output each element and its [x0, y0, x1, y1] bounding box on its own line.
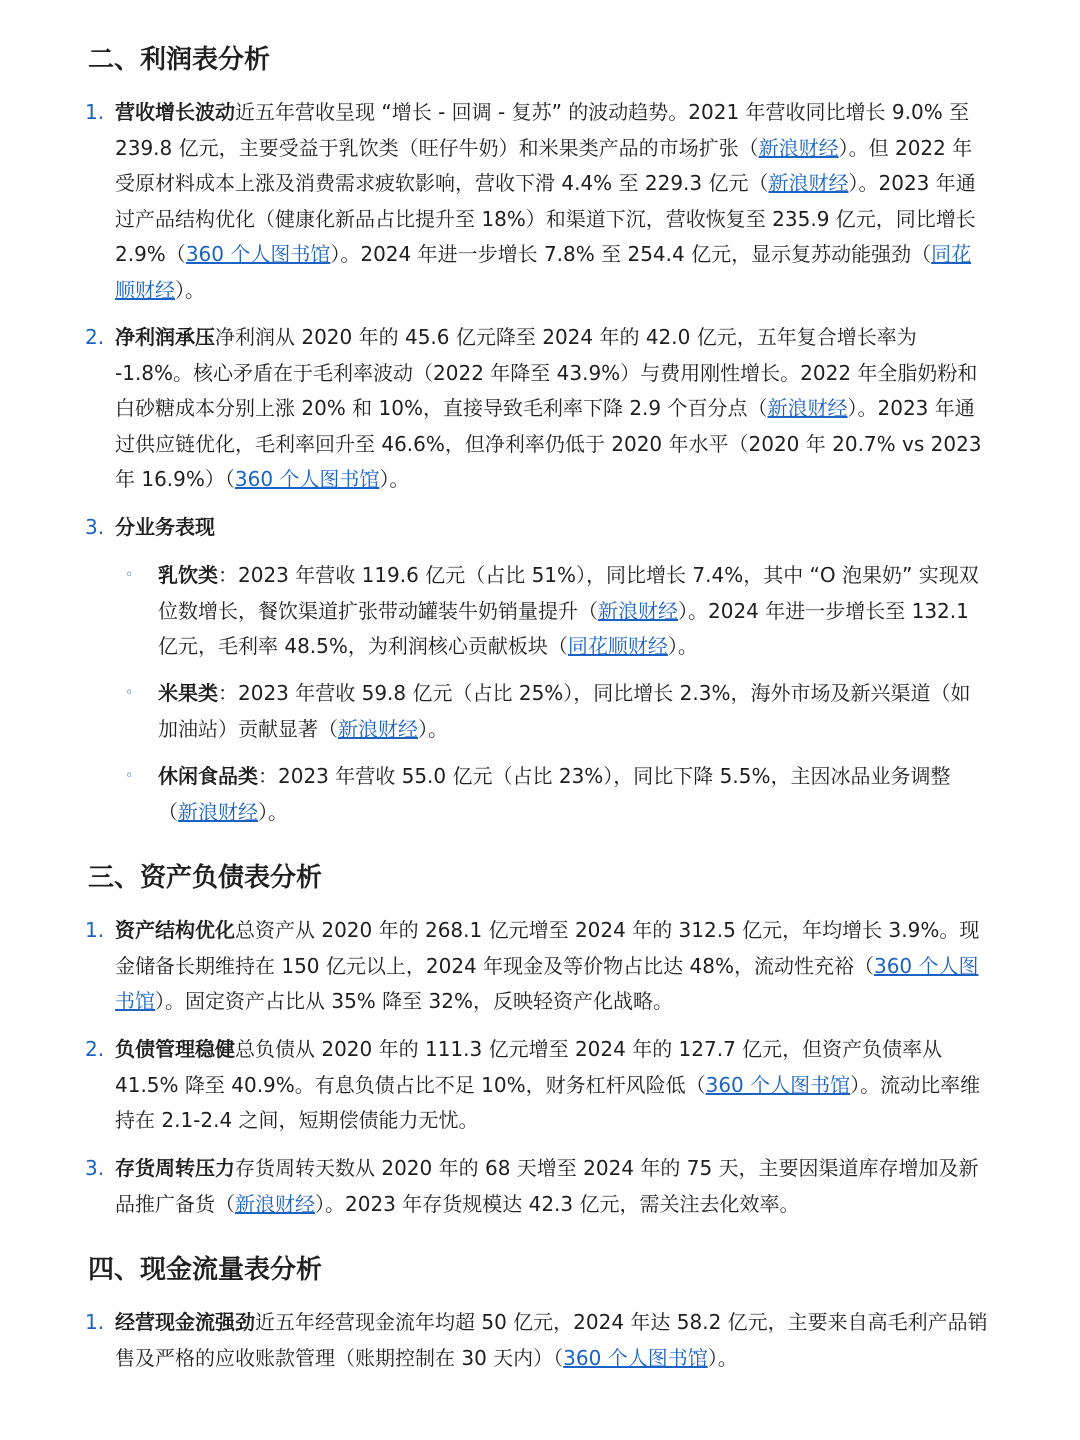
source-link[interactable]: 新浪财经 — [235, 1191, 315, 1216]
item-text: ）。2024 年进一步增长 7.8% 至 254.4 亿元，显示复苏动能强劲（ — [330, 242, 932, 266]
item-heading: 净利润承压 — [115, 325, 215, 349]
bullet-icon: ◦ — [125, 768, 134, 784]
source-link[interactable]: 同花顺财经 — [567, 634, 668, 658]
item-text: ）。流动比率维持在 2.1-2.4 之间，短期偿债能力无忧。 — [115, 1072, 981, 1132]
item-text: 近五年经营现金流年均超 50 亿元，2024 年达 58.2 亿元，主要来自高毛利产品销售及严格的应收账款管理（账期控制在 30 天内）（ — [115, 1310, 988, 1370]
sub-item-dairy — [125, 558, 990, 665]
list-item-revenue — [85, 95, 990, 308]
list-item-segments — [85, 510, 990, 546]
item-text: ）。 — [667, 634, 698, 658]
source-link[interactable]: 新浪财经 — [178, 799, 258, 824]
source-link[interactable]: 同花顺财经 — [115, 242, 972, 302]
source-link[interactable]: 360 个人图书馆 — [705, 1072, 851, 1097]
sub-item-snacks — [125, 759, 990, 830]
item-text: 总负债从 2020 年的 111.3 亿元增至 2024 年的 127.7 亿元，但资产负债率从 41.5% 降至 40.9%。有息负债占比不足 10%，财务杠杆风险低（ — [115, 1037, 943, 1097]
item-text: ：2023 年营收 119.6 亿元（占比 51%），同比增长 7.4%，其中 “O 泡果奶” 实现双位数增长，餐饮渠道扩张带动罐装牛奶销量提升（ — [158, 563, 979, 623]
item-text: ）。 — [258, 799, 288, 824]
section-title-cash-flow: 四、现金流量表分析 — [88, 1255, 323, 1285]
section-title-balance-sheet: 三、资产负债表分析 — [88, 863, 323, 893]
list-item-liabilities — [85, 1032, 990, 1139]
item-text: ：2023 年营收 55.0 亿元（占比 23%），同比下降 5.5%，主因冰品业务调整（ — [158, 764, 951, 824]
item-heading: 负债管理稳健 — [115, 1037, 235, 1061]
source-link[interactable]: 新浪财经 — [767, 396, 848, 420]
item-text: ）。2023 年存货规模达 42.3 亿元，需关注去化效率。 — [315, 1191, 800, 1216]
item-text: ）。固定资产占比从 35% 降至 32%，反映轻资产化战略。 — [155, 989, 673, 1013]
item-text: ：2023 年营收 59.8 亿元（占比 25%），同比增长 2.3%，海外市场及新兴渠道（如加油站）贡献显著（ — [158, 681, 971, 741]
source-link[interactable]: 360 个人图书馆 — [115, 953, 979, 1013]
list-item-net-profit — [85, 320, 990, 498]
source-link[interactable]: 360 个人图书馆 — [234, 467, 380, 491]
item-text: ）。 — [175, 277, 205, 302]
bullet-icon: ◦ — [125, 685, 134, 701]
sub-item-rice-crackers — [125, 676, 990, 747]
sub-item-heading: 休闲食品类 — [158, 764, 258, 788]
list-item-asset-structure — [85, 913, 990, 1020]
item-heading: 资产结构优化 — [115, 918, 235, 942]
item-text: 净利润从 2020 年的 45.6 亿元降至 2024 年的 42.0 亿元，五年复合增长率为 -1.8%。核心矛盾在于毛利率波动（2022 年降至 43.9%）与费用刚性增长。2022 年全脂奶粉和白砂糖成本分别上涨 20% 和 10%，直接导致毛利率下降 2.9 个百分点（ — [115, 325, 978, 420]
source-link[interactable]: 新浪财经 — [598, 598, 678, 623]
source-link[interactable]: 新浪财经 — [768, 171, 849, 195]
item-heading: 分业务表现 — [115, 515, 215, 539]
item-text: 存货周转天数从 2020 年的 68 天增至 2024 年的 75 天，主要因渠道库存增加及新品推广备货（ — [115, 1156, 979, 1216]
list-number: 3. — [85, 1156, 105, 1180]
item-heading: 营收增长波动 — [115, 100, 235, 124]
item-text: 总资产从 2020 年的 268.1 亿元增至 2024 年的 312.5 亿元，年均增长 3.9%。现金储备长期维持在 150 亿元以上，2024 年现金及等价物占比达 48%，流动性充裕（ — [115, 918, 980, 978]
sub-item-heading: 米果类 — [158, 681, 218, 705]
item-text: ）。但 2022 年受原材料成本上涨及消费需求疲软影响，营收下滑 4.4% 至 229.3 亿元（ — [115, 135, 973, 195]
item-heading: 经营现金流强劲 — [115, 1310, 255, 1334]
item-text: ）。2023 年通过产品结构优化（健康化新品占比提升至 18%）和渠道下沉，营收恢复至 235.9 亿元，同比增长 2.9%（ — [115, 171, 976, 266]
item-text: ）。 — [707, 1345, 738, 1370]
sub-item-heading: 乳饮类 — [158, 563, 218, 587]
section-title-income-statement: 二、利润表分析 — [88, 45, 271, 75]
source-link[interactable]: 新浪财经 — [338, 716, 418, 741]
list-item-operating-cash-flow — [85, 1305, 990, 1376]
list-number: 1. — [85, 1310, 105, 1334]
bullet-icon: ◦ — [125, 567, 134, 583]
item-text: 近五年营收呈现 “增长 - 回调 - 复苏” 的波动趋势。2021 年营收同比增长 9.0% 至 239.8 亿元，主要受益于乳饮类（旺仔牛奶）和米果类产品的市场扩张（ — [115, 100, 970, 160]
list-number: 2. — [85, 1037, 105, 1061]
list-number: 1. — [85, 918, 105, 942]
list-number: 1. — [85, 100, 105, 124]
list-number: 2. — [85, 325, 105, 349]
source-link[interactable]: 360 个人图书馆 — [563, 1345, 708, 1370]
item-text: ）。2023 年通过供应链优化，毛利率回升至 46.6%，但净利率仍低于 2020 年水平（2020 年 20.7% vs 2023 年 16.9%）（ — [115, 396, 982, 491]
item-text: ）。 — [379, 467, 410, 491]
source-link[interactable]: 新浪财经 — [758, 135, 839, 160]
source-link[interactable]: 360 个人图书馆 — [185, 242, 331, 266]
item-text: ）。2024 年进一步增长至 132.1 亿元，毛利率 48.5%，为利润核心贡献板块（ — [158, 598, 969, 658]
list-number: 3. — [85, 515, 105, 539]
item-heading: 存货周转压力 — [115, 1156, 235, 1180]
list-item-inventory — [85, 1151, 990, 1222]
item-text: ）。 — [418, 716, 448, 741]
